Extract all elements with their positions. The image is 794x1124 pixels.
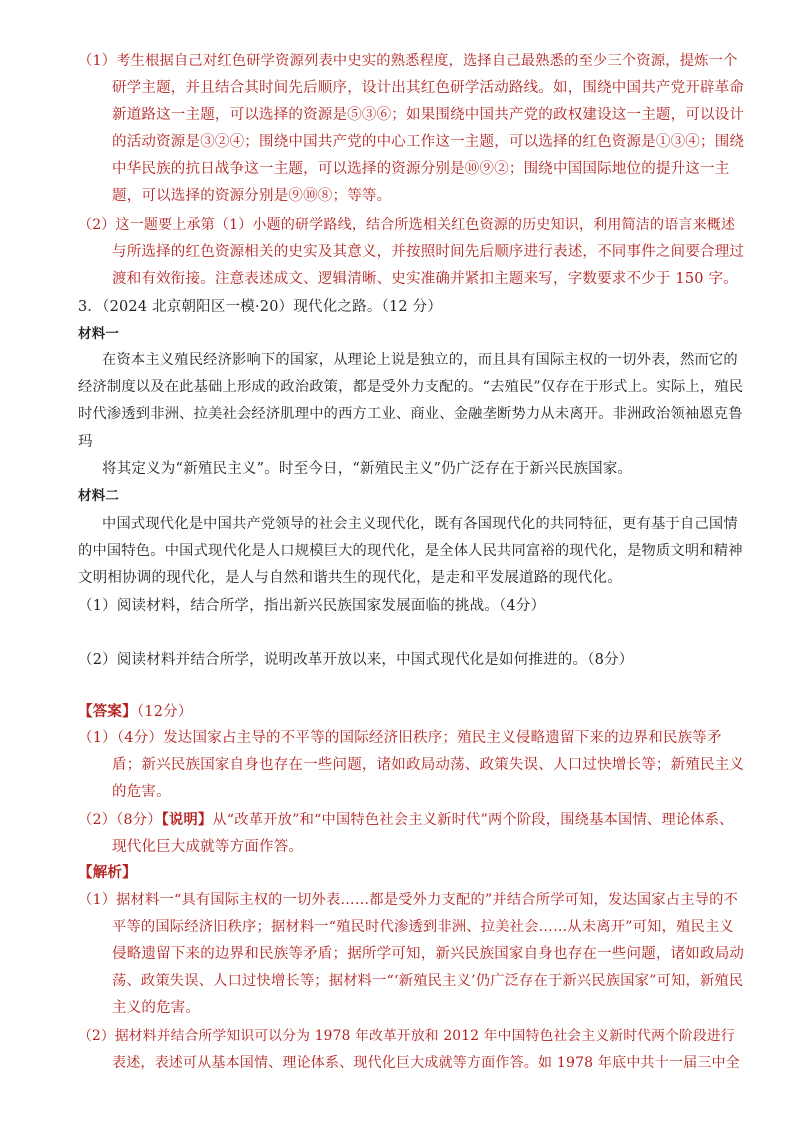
material-2-line-3: 文明相协调的现代化，是人与自然和谐共生的现代化，是走和平发展道路的现代化。 [78, 570, 622, 586]
answer-a2-line-2: 现代化巨大成就等方面作答。 [112, 839, 304, 855]
material-2-line-2: 的中国特色。中国式现代化是人口规模巨大的现代化，是全体人民共同富裕的现代化，是物质文明和精神 [78, 543, 743, 559]
answer-a2-prefix: （2）（8分） [78, 812, 162, 828]
answer-a2-line-1 [78, 808, 734, 832]
analysis-p2-line-2: 表述，表述可从基本国情、理论体系、现代化巨大成就等方面作答。如 1978 年底中共十一届三中全 [112, 1055, 740, 1071]
answer-heading [78, 700, 193, 724]
analysis-p1-line-1: （1）据材料一“具有国际主权的一切外表……都是受外力支配的”并结合所学可知，发达国家占主导的不 [78, 892, 739, 908]
analysis-p1-line-3: 侵略遗留下来的边界和民族等矛盾；据所学可知，新兴民族国家自身也存在一些问题，诸如政局动 [112, 946, 745, 962]
sub-question-2: （2）阅读材料并结合所学，说明改革开放以来，中国式现代化是如何推进的。（8分） [78, 652, 634, 668]
answer-a1-line-1: （1）（4分）发达国家占主导的不平等的国际经济旧秩序；殖民主义侵略遗留下来的边界和民族等矛 [78, 730, 722, 746]
answer-a1-line-3: 的危害。 [112, 784, 171, 800]
answer-a2-tag: 【说明】 [161, 812, 213, 828]
material-1-line-5: 将其定义为“新殖民主义”。时至今日，“新殖民主义”仍广泛存在于新兴民族国家。 [102, 461, 633, 477]
answer-1-line-2: 研学主题，并且结合其时间先后顺序，设计出其红色研学活动路线。如，围绕中国共产党开辟革命 [112, 80, 745, 96]
material-2-line-1: 中国式现代化是中国共产党领导的社会主义现代化，既有各国现代化的共同特征，更有基于自己国情 [102, 516, 738, 532]
material-1-label: 材料一 [78, 326, 120, 342]
answer-a2-rest: 从“改革开放”和“中国特色社会主义新时代”两个阶段，围绕基本国情、理论体系、 [212, 812, 734, 828]
answer-1-line-6: 题，可以选择的资源分别是⑨⑩⑧；等等。 [112, 188, 392, 204]
answer-1-line-5: 中华民族的抗日战争这一主题，可以选择的资源分别是⑩⑨②；围绕中国国际地位的提升这一主 [112, 161, 730, 177]
analysis-p1-line-5: 主义的危害。 [112, 1000, 201, 1016]
analysis-p1-line-2: 平等的国际经济旧秩序；据材料一“殖民时代渗透到非洲、拉美社会……从未离开”可知，殖民主义 [112, 919, 734, 935]
answer-a1-line-2: 盾；新兴民族国家自身也存在一些问题，诸如政局动荡、政策失误、人口过快增长等；新殖民主义 [112, 757, 745, 773]
answer-1-line-4: 的活动资源是③②④；围绕中国共产党的中心工作这一主题，可以选择的红色资源是①③④；围绕 [112, 134, 745, 150]
material-1-line-1: 在资本主义殖民经济影响下的国家，从理论上说是独立的，而且具有国际主权的一切外表，然而它的 [102, 352, 738, 368]
sub-question-1: （1）阅读材料，结合所学，指出新兴民族国家发展面临的挑战。（4分） [78, 598, 546, 614]
material-1-line-2: 经济制度以及在此基础上形成的政治政策，都是受外力支配的。“去殖民”仅存在于形式上。实际上，殖民 [78, 379, 744, 395]
answer-score: （12分） [136, 704, 193, 720]
material-2-label: 材料二 [78, 488, 120, 504]
answer-2-line-3: 渡和有效衔接。注意表述成文、逻辑清晰、史实准确并紧扣主题来写，字数要求不少于 150 字。 [112, 271, 738, 287]
answer-label: 【答案】 [78, 703, 137, 720]
question-3-heading: 3．（2024 北京朝阳区一模·20）现代化之路。（12 分） [78, 299, 443, 315]
answer-2-line-2: 与所选择的红色资源相关的史实及其意义，并按照时间先后顺序进行表述，不同事件之间要合理过 [112, 244, 745, 260]
answer-1-line-1: （1）考生根据自己对红色研学资源列表中史实的熟悉程度，选择自己最熟悉的至少三个资源，提炼一个 [78, 53, 738, 69]
answer-2-line-1: （2）这一题要上承第（1）小题的研学路线，结合所选相关红色资源的历史知识，利用简洁的语言来概述 [78, 217, 736, 233]
material-1-line-4: 玛 [78, 434, 93, 450]
answer-1-line-3: 新道路这一主题，可以选择的资源是⑤③⑥；如果围绕中国共产党的政权建设这一主题，可以设计 [112, 107, 745, 123]
analysis-label: 【解析】 [78, 864, 137, 881]
material-1-line-3: 时代渗透到非洲、拉美社会经济肌理中的西方工业、商业、金融垄断势力从未离开。非洲政治领袖恩克鲁 [78, 406, 743, 422]
analysis-p2-line-1: （2）据材料并结合所学知识可以分为 1978 年改革开放和 2012 年中国特色社会主义新时代两个阶段进行 [78, 1028, 735, 1044]
analysis-p1-line-4: 荡、政策失误、人口过快增长等；据材料一“‘新殖民主义’仍广泛存在于新兴民族国家”可知，新殖民 [112, 973, 744, 989]
